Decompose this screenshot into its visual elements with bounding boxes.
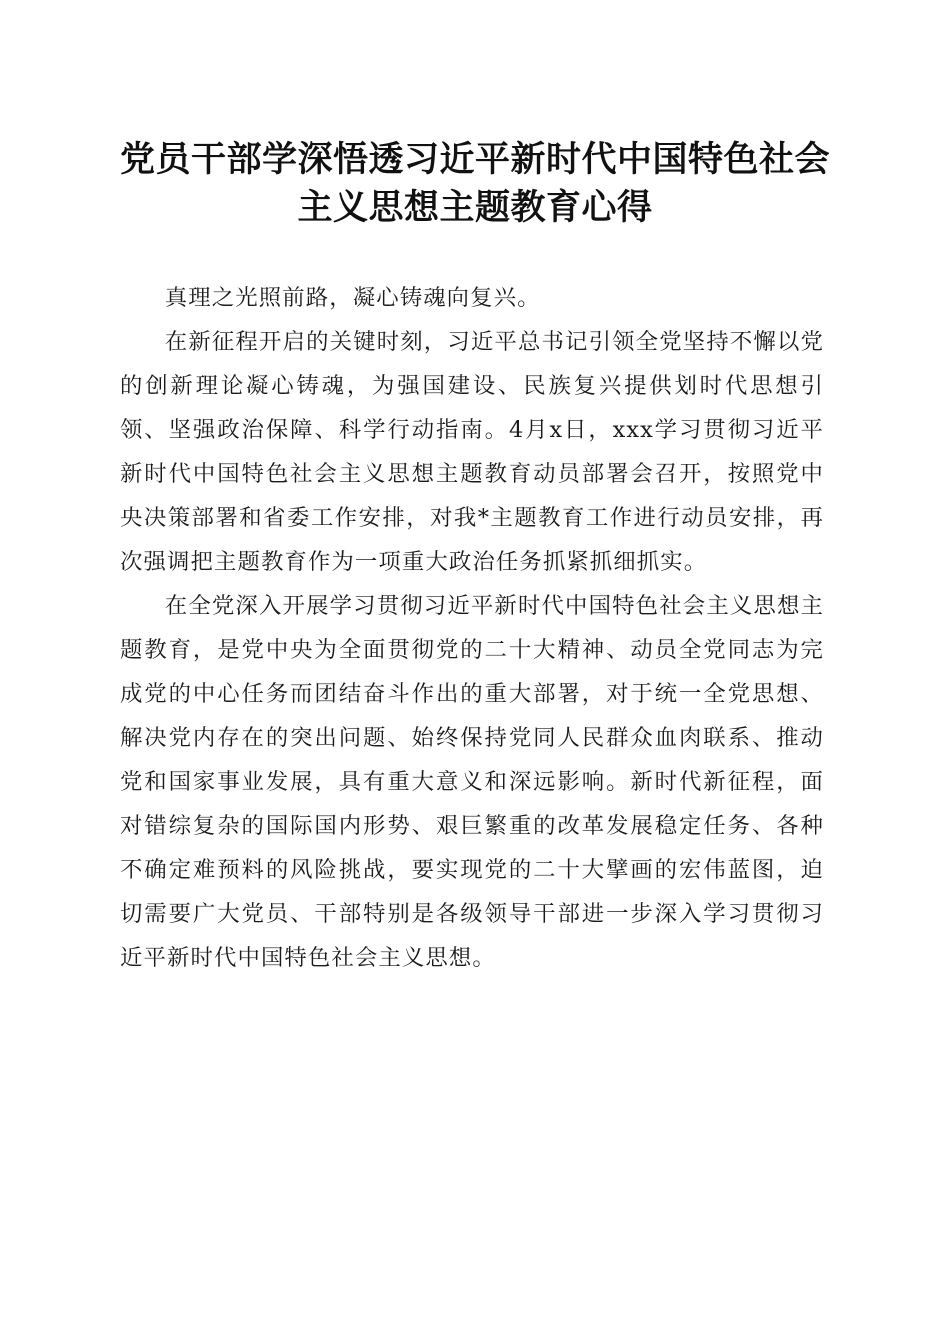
document-body: [120, 276, 824, 980]
paragraph: 真理之光照前路，凝心铸魂向复兴。: [164, 285, 541, 311]
paragraph: 在新征程开启的关键时刻，习近平总书记引领全党坚持不懈以党的创新理论凝心铸魂，为强国建设、民族复兴提供划时代思想引领、坚强政治保障、科学行动指南。4月x日，xxx学习贯彻习近平新时代中国特色社会主义思想主题教育动员部署会召开，按照党中央决策部署和省委工作安排，对我*主题教育工作进行动员安排，再次强调把主题教育作为一项重大政治任务抓紧抓细抓实。: [120, 329, 824, 575]
paragraph: 在全党深入开展学习贯彻习近平新时代中国特色社会主义思想主题教育，是党中央为全面贯彻党的二十大精神、动员全党同志为完成党的中心任务而团结奋斗作出的重大部署，对于统一全党思想、解决党内存在的突出问题、始终保持党同人民群众血肉联系、推动党和国家事业发展，具有重大意义和深远影响。新时代新征程，面对错综复杂的国际国内形势、艰巨繁重的改革发展稳定任务、各种不确定难预料的风险挑战，要实现党的二十大擘画的宏伟蓝图，迫切需要广大党员、干部特别是各级领导干部进一步深入学习贯彻习近平新时代中国特色社会主义思想。: [120, 593, 824, 971]
document-title: 党员干部学深悟透习近平新时代中国特色社会主义思想主题教育心得: [119, 139, 830, 228]
